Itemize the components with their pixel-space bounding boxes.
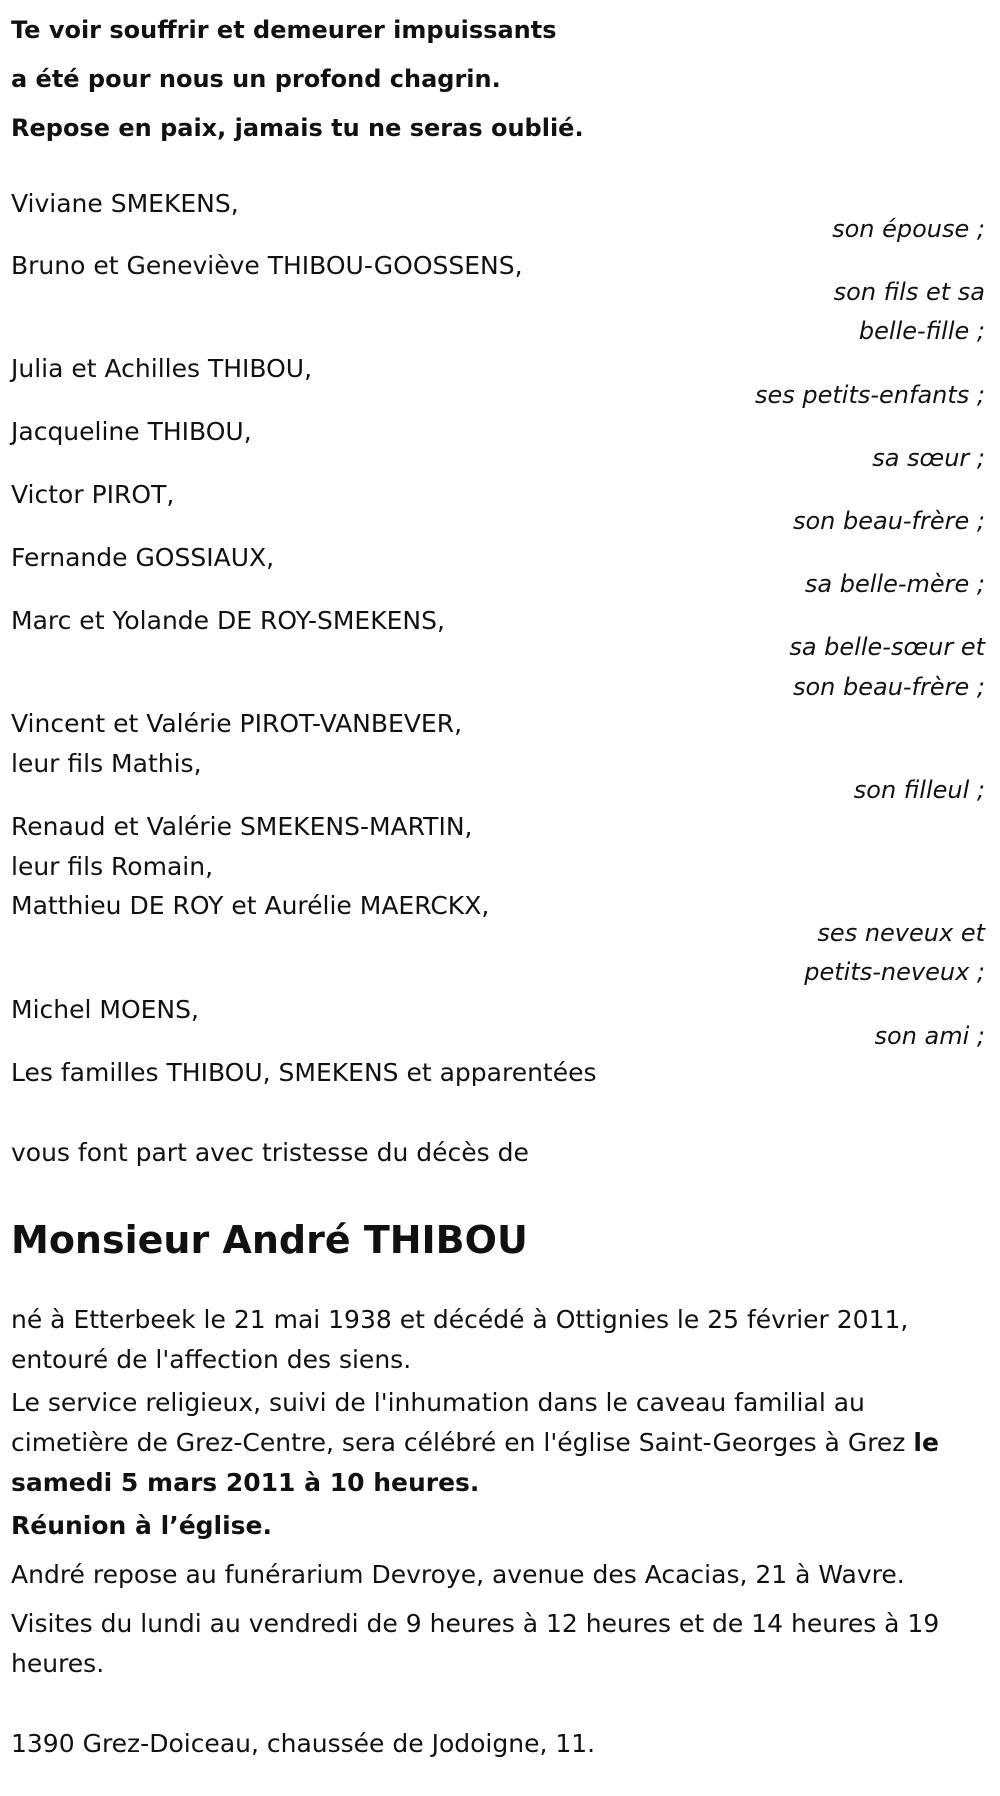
family-name: leur fils Romain,: [11, 852, 214, 881]
family-name: Jacqueline THIBOU,: [11, 417, 252, 446]
intro-line: Repose en paix, jamais tu ne seras oublié.: [11, 114, 584, 142]
family-relation: sa sœur ;: [872, 444, 985, 472]
family-name: Bruno et Geneviève THIBOU-GOOSSENS,: [11, 251, 523, 280]
text-line: Le service religieux, suivi de l'inhumation dans le caveau familial au: [11, 1388, 865, 1417]
family-relation: ses neveux et: [817, 919, 985, 947]
family-relation: son épouse ;: [832, 215, 985, 243]
service-date-prefix: le: [913, 1428, 939, 1457]
announcement-text: vous font part avec tristesse du décès de: [11, 1138, 529, 1167]
family-relation: sa belle-sœur et: [789, 633, 985, 661]
intro-poem: [11, 0, 989, 153]
intro-line: a été pour nous un profond chagrin.: [11, 65, 501, 93]
family-relation: son beau-frère ;: [792, 673, 985, 701]
family-name: Michel MOENS,: [11, 995, 199, 1024]
meeting-info: Réunion à l’église.: [11, 1511, 273, 1540]
family-name: Matthieu DE ROY et Aurélie MAERCKX,: [11, 891, 490, 920]
obituary-page: [11, 0, 989, 153]
text-line: Visites du lundi au vendredi de 9 heures à 12 heures et de 14 heures à 19: [11, 1609, 940, 1638]
text-line: heures.: [11, 1649, 105, 1678]
text-line: entouré de l'affection des siens.: [11, 1345, 412, 1374]
family-name: Marc et Yolande DE ROY-SMEKENS,: [11, 606, 445, 635]
intro-line: Te voir souffrir et demeurer impuissants: [11, 16, 557, 44]
family-relation: son fils et sa: [833, 278, 985, 306]
family-relation: ses petits-enfants ;: [754, 381, 985, 409]
text-line: [11, 1423, 991, 1463]
family-name: Vincent et Valérie PIROT-VANBEVER,: [11, 709, 463, 738]
family-name: Viviane SMEKENS,: [11, 189, 239, 218]
service-location: cimetière de Grez-Centre, sera célébré en l'église Saint-Georges à Grez: [11, 1428, 906, 1457]
family-relation: son filleul ;: [853, 776, 985, 804]
family-address: 1390 Grez-Doiceau, chaussée de Jodoigne, 11.: [11, 1729, 596, 1758]
visiting-hours: [11, 1604, 991, 1684]
service-date: samedi 5 mars 2011 à 10 heures.: [11, 1468, 480, 1497]
family-relation: petits-neveux ;: [804, 958, 985, 986]
deceased-name: Monsieur André THIBOU: [11, 1218, 528, 1262]
text-line: né à Etterbeek le 21 mai 1938 et décédé à Ottignies le 25 février 2011,: [11, 1305, 909, 1334]
family-name: leur fils Mathis,: [11, 749, 202, 778]
funeral-home-info: André repose au funérarium Devroye, avenue des Acacias, 21 à Wavre.: [11, 1560, 905, 1589]
family-name: Fernande GOSSIAUX,: [11, 543, 275, 572]
family-relation: belle-fille ;: [858, 317, 985, 345]
service-info: [11, 1383, 991, 1503]
family-relation: sa belle-mère ;: [804, 570, 985, 598]
family-name: Renaud et Valérie SMEKENS-MARTIN,: [11, 812, 473, 841]
family-relation: son beau-frère ;: [792, 507, 985, 535]
family-name: Victor PIROT,: [11, 480, 175, 509]
family-relation: son ami ;: [874, 1022, 985, 1050]
birth-death-info: [11, 1300, 991, 1380]
family-name: Julia et Achilles THIBOU,: [11, 354, 313, 383]
family-name: Les familles THIBOU, SMEKENS et apparentées: [11, 1058, 597, 1087]
